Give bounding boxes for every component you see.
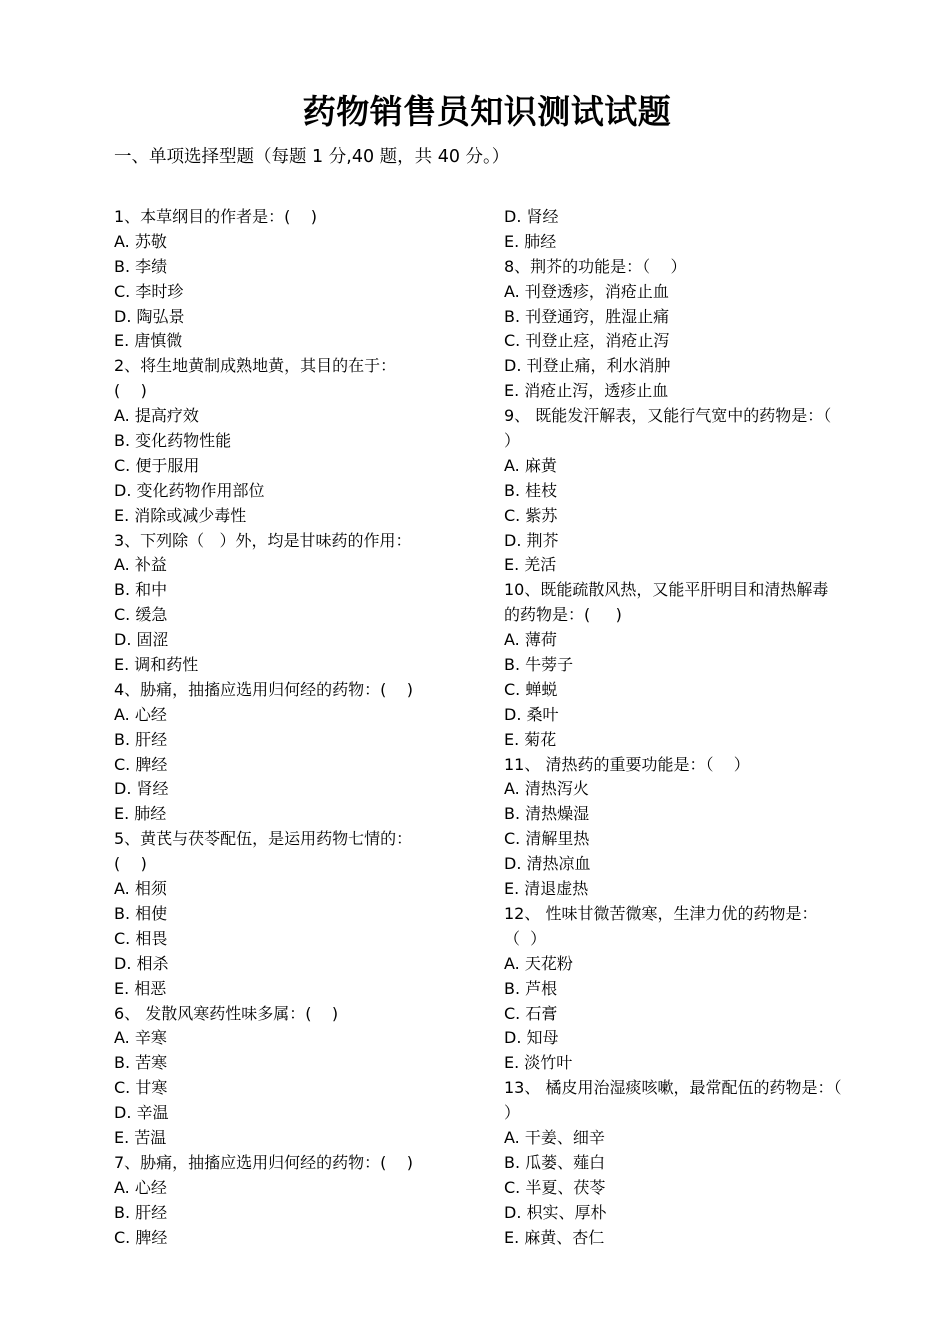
question-text: 12、 性味甘微苦微寒，生津力优的药物是： — [504, 903, 818, 923]
answer-option: A. 相须 — [114, 879, 167, 899]
answer-option: E. 消疮止泻，透疹止血 — [504, 381, 669, 401]
question-text: 9、 既能发汗解表，又能行气宽中的药物是：（ — [504, 406, 832, 426]
answer-option: C. 相畏 — [114, 928, 168, 948]
answer-option: D. 荆芥 — [504, 530, 559, 550]
answer-option: C. 蝉蜕 — [504, 679, 558, 699]
question-text: ( ) — [114, 854, 147, 874]
answer-option: C. 半夏、茯苓 — [504, 1177, 606, 1197]
answer-option: B. 桂枝 — [504, 480, 558, 500]
question-text: （ ） — [504, 928, 547, 948]
answer-option: E. 淡竹叶 — [504, 1053, 573, 1073]
section-heading: 一、单项选择型题（每题 1 分,40 题，共 40 分。） — [114, 147, 510, 167]
answer-option: A. 薄荷 — [504, 630, 557, 650]
question-text: 10、既能疏散风热，又能平肝明目和清热解毒 — [504, 580, 829, 600]
answer-option: D. 肾经 — [114, 779, 169, 799]
answer-option: E. 唐慎微 — [114, 331, 183, 351]
answer-option: B. 相使 — [114, 903, 168, 923]
question-text: 3、下列除（ ）外，均是甘味药的作用： — [114, 530, 412, 550]
answer-option: D. 桑叶 — [504, 704, 559, 724]
answer-option: B. 刊登通窍，胜湿止痛 — [504, 306, 670, 326]
answer-option: B. 芦根 — [504, 978, 558, 998]
answer-option: D. 枳实、厚朴 — [504, 1202, 607, 1222]
answer-option: B. 瓜蒌、薤白 — [504, 1152, 606, 1172]
question-text: ） — [504, 1103, 521, 1123]
answer-option: C. 清解里热 — [504, 829, 590, 849]
answer-option: B. 苦寒 — [114, 1053, 168, 1073]
answer-option: B. 牛蒡子 — [504, 655, 574, 675]
answer-option: A. 刊登透疹，消疮止血 — [504, 281, 669, 301]
answer-option: A. 干姜、细辛 — [504, 1127, 605, 1147]
answer-option: C. 脾经 — [114, 1227, 168, 1247]
answer-option: D. 知母 — [504, 1028, 559, 1048]
answer-option: E. 调和药性 — [114, 655, 199, 675]
question-text: 2、将生地黄制成熟地黄，其目的在于： — [114, 356, 397, 376]
question-text: 7、胁痛，抽搐应选用归何经的药物：( ) — [114, 1152, 414, 1172]
answer-option: D. 相杀 — [114, 953, 169, 973]
answer-option: A. 补益 — [114, 555, 167, 575]
answer-option: A. 清热泻火 — [504, 779, 589, 799]
answer-option: E. 麻黄、杏仁 — [504, 1227, 605, 1247]
answer-option: A. 心经 — [114, 704, 167, 724]
question-text: 13、 橘皮用治湿痰咳嗽，最常配伍的药物是：（ — [504, 1078, 842, 1098]
question-text: ( ) — [114, 381, 147, 401]
answer-option: D. 辛温 — [114, 1103, 169, 1123]
answer-option: C. 石膏 — [504, 1003, 558, 1023]
answer-option: A. 苏敬 — [114, 231, 167, 251]
answer-option: C. 刊登止痉，消疮止泻 — [504, 331, 670, 351]
answer-option: C. 甘寒 — [114, 1078, 168, 1098]
answer-option: E. 相恶 — [114, 978, 167, 998]
answer-option: B. 李绩 — [114, 256, 168, 276]
answer-option: D. 刊登止痛，利水消肿 — [504, 356, 671, 376]
answer-option: D. 变化药物作用部位 — [114, 480, 265, 500]
answer-option: D. 固涩 — [114, 630, 169, 650]
answer-option: D. 陶弘景 — [114, 306, 185, 326]
answer-option: A. 辛寒 — [114, 1028, 167, 1048]
answer-option: B. 肝经 — [114, 729, 168, 749]
answer-option: C. 缓急 — [114, 605, 168, 625]
answer-option: B. 和中 — [114, 580, 168, 600]
answer-option: C. 便于服用 — [114, 455, 200, 475]
answer-option: E. 清退虚热 — [504, 879, 589, 899]
question-text: 的药物是：( ) — [504, 605, 622, 625]
answer-option: B. 肝经 — [114, 1202, 168, 1222]
answer-option: A. 麻黄 — [504, 455, 557, 475]
question-text: 4、胁痛，抽搐应选用归何经的药物：( ) — [114, 679, 414, 699]
answer-option: E. 苦温 — [114, 1127, 167, 1147]
question-text: ） — [504, 431, 521, 451]
question-text: 1、本草纲目的作者是：( ) — [114, 207, 318, 226]
answer-option: A. 心经 — [114, 1177, 167, 1197]
answer-option: E. 肺经 — [114, 804, 167, 824]
answer-option: E. 肺经 — [504, 231, 557, 251]
left-column — [114, 205, 479, 1250]
answer-option: C. 脾经 — [114, 754, 168, 774]
answer-option: E. 消除或减少毒性 — [114, 505, 247, 525]
page-title: 药物销售员知识测试试题 — [302, 92, 672, 131]
question-text: 6、 发散风寒药性味多属：( ) — [114, 1003, 339, 1023]
answer-option: B. 清热燥湿 — [504, 804, 590, 824]
answer-option: D. 肾经 — [504, 207, 559, 226]
answer-option: A. 提高疗效 — [114, 406, 199, 426]
question-text: 8、荆芥的功能是：（ ） — [504, 256, 687, 276]
answer-option: C. 紫苏 — [504, 505, 558, 525]
question-text: 5、黄芪与茯苓配伍，是运用药物七情的： — [114, 829, 413, 849]
question-text: 11、 清热药的重要功能是：（ ） — [504, 754, 750, 774]
answer-option: D. 清热凉血 — [504, 854, 591, 874]
answer-option: B. 变化药物性能 — [114, 431, 232, 451]
right-column — [504, 205, 869, 1250]
answer-option: A. 天花粉 — [504, 953, 573, 973]
answer-option: C. 李时珍 — [114, 281, 184, 301]
answer-option: E. 菊花 — [504, 729, 557, 749]
answer-option: E. 羌活 — [504, 555, 557, 575]
